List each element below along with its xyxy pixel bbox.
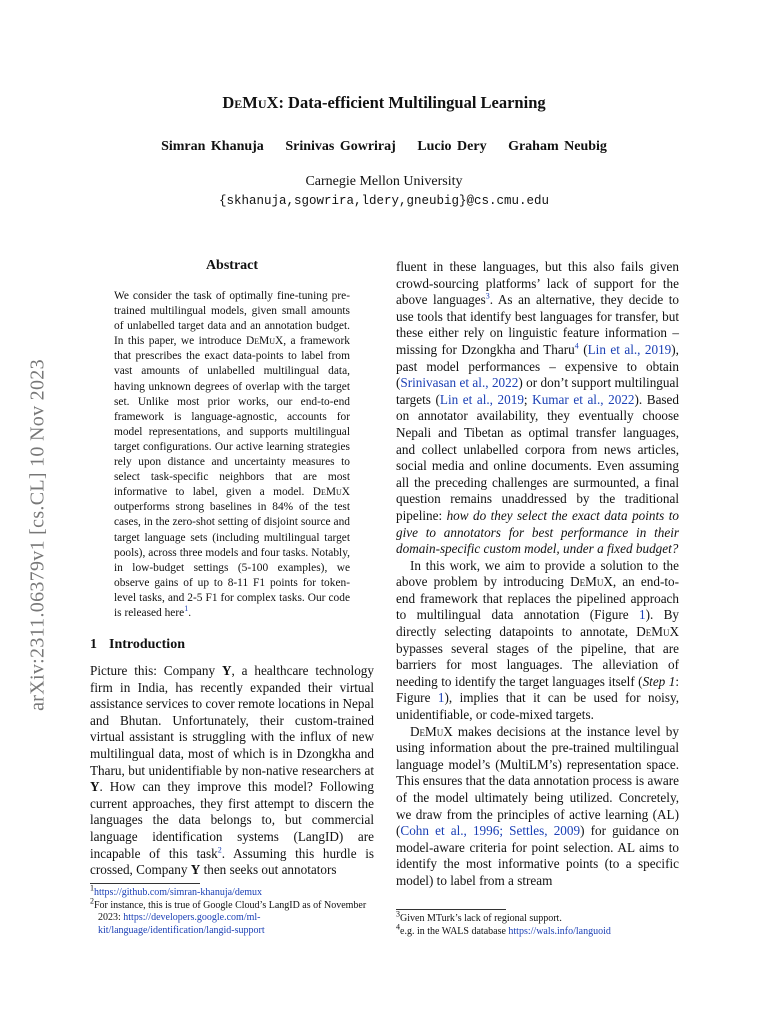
text: ), past model performances – expensive to obtain ( (396, 341, 679, 391)
intro-paragraph-2 (396, 558, 679, 724)
text: ( (578, 341, 588, 357)
text: . As an alternative, they decide to use tools that identify best languages for transfer, but these either rely on linguistic feature information – missing for Dzongkha and Tharu (396, 292, 679, 357)
footnote-2 (90, 896, 374, 938)
footnote-number: 2 (90, 896, 94, 906)
footnote-3 (396, 909, 679, 926)
citation-link[interactable]: Kumar et al., 2022 (532, 391, 635, 407)
text: ) or don’t support multilingual targets ( (396, 375, 679, 407)
text: . How can they improve this model? Following current approaches, they first attempt to discern the languages the data belongs to, but commercial language identification systems (LangID) are incapable of this task (90, 779, 374, 861)
author-1: Simran Khanuja (161, 139, 264, 154)
text: then seeks out annotators (200, 862, 337, 878)
footnote-text: Given MTurk’s lack of regional support. (400, 913, 562, 924)
arxiv-sidebar-stamp (24, 310, 52, 760)
step-label: Step 1 (642, 673, 676, 689)
intro-paragraph-1-cont (396, 259, 679, 558)
left-column-body (90, 663, 374, 879)
footnote-4 (396, 922, 679, 939)
text: ). By directly selecting datapoints to annotate, (396, 607, 679, 640)
demux-name: DeMuX (636, 624, 679, 640)
section-number: 1 (90, 637, 97, 652)
company-y: Y (190, 862, 201, 878)
section-title: Introduction (109, 637, 185, 652)
footnotes-right (396, 909, 679, 938)
text: ) for guidance on model-aware criteria for point selection. AL aims to identify the most informative points (to a specific model) to label from a stream (396, 823, 679, 888)
abstract-text-3: outperforms strong baselines in 84% of the test cases, in the zero-shot setting of disjoint source and target language sets (including multilingual target pools), across three models and four tasks. Notably, in low-budget settings (5-100 examples), we observe gains of up to 8-11 F1 points for token-level tasks, and 2-5 F1 for complex tasks. Our code is released here (114, 501, 350, 619)
text: ). Based on annotator availability, they eventually choose Nepali and Tibetan as optimal transfer languages, and collect unlabelled corpora from news articles, social media and online documents. Even assuming all the preceding challenges are surmounted, a final question remains unaddressed by the traditional pipeline: (396, 391, 680, 523)
arxiv-identifier: arXiv:2311.06379v1 [cs.CL] 10 Nov 2023 (26, 359, 49, 711)
footnote-ref-4[interactable]: 4 (574, 341, 579, 351)
text: makes decisions at the instance level by using information about the pre-trained multilingual language model’s (MultiLM’s) representation space. This ensures that the data annotation process is aware of the model ultimately being utilized. Concretely, we draw from the principles of active learning (AL) ( (396, 723, 679, 839)
abstract-text-1: We consider the task of optimally fine-tuning pre-trained multilingual models, given small amounts of unlabelled target data and an annotation budget. In this paper, we introduce (114, 290, 350, 348)
figure-ref[interactable]: 1 (638, 607, 646, 623)
citation-link[interactable]: Srinivasan et al., 2022 (400, 375, 519, 391)
company-y: Y (221, 663, 232, 678)
author-list (0, 139, 768, 155)
intro-paragraph-3: DeMuX makes decisions at the instance level by using information about the pre-trained multilingual language model’s (MultiLM’s) representation space. This ensures that the data annotation process is aware of the model ultimately being utilized. Concretely, we draw from the principles of active learning (AL) (Cohn et al., 1996; Settles, 2009) for guidance on model-aware criteria for point selection. AL aims to identify the most informative points (to a specific model) to label from a stream (396, 723, 679, 888)
citation-link[interactable]: Lin et al., 2019 (439, 391, 524, 407)
right-column-body (396, 259, 679, 890)
demux-name: DeMuX (410, 723, 453, 739)
text: bypasses several stages of the pipeline, that are barriers for most languages. The alleviation of needing to identify the target languages itself ( (396, 640, 679, 689)
text: ; (523, 391, 533, 407)
footnote-text: For instance, this is true of Google Cloud’s LangID as of November 2023: (94, 899, 367, 923)
author-3: Lucio Dery (417, 139, 487, 154)
citation-link[interactable]: Cohn et al., 1996 (400, 823, 500, 839)
footnote-ref-3[interactable]: 3 (485, 291, 490, 301)
text: Picture this: Company (90, 663, 222, 678)
citation-link[interactable]: Settles, 2009 (509, 823, 581, 839)
footnote-url[interactable]: https://wals.info/languoid (508, 925, 611, 937)
footnote-1 (90, 883, 374, 900)
abstract-text-2: , a framework that prescribes the exact data-points to label from vast amounts of unlabelled multilingual data, having unknown degrees of overlap with the target set. Unlike most prior works, our end-to-end framework is language-agnostic, accounts for model representations, and supports multilingual target configurations. Our active learning strategies rely upon distance and uncertainty measures to select task-specific neighbors that are most informative to label, given a model. (114, 335, 350, 499)
abstract-end: . (188, 606, 192, 619)
author-4: Graham Neubig (508, 139, 607, 154)
abstract-demux-1: DeMuX (246, 335, 284, 348)
text: . Assuming this hurdle is crossed, Company (90, 845, 374, 878)
footnote-number: 3 (396, 909, 400, 919)
section-heading-introduction (90, 637, 185, 653)
text: : Figure (396, 673, 679, 706)
abstract-body (114, 289, 350, 621)
paper-title (0, 93, 768, 113)
footnote-rule-left (90, 883, 200, 884)
footnote-text: e.g. in the WALS database (400, 925, 509, 937)
intro-paragraph-1 (90, 663, 374, 879)
author-emails: {skhanuja,sgowrira,ldery,gneubig}@cs.cmu.edu (218, 194, 550, 208)
footnote-ref-1[interactable]: 1 (184, 604, 189, 614)
text: In this work, we aim to provide a solution to the above problem by introducing (396, 557, 679, 590)
footnote-url[interactable]: https://developers.google.com/ml-kit/language/identification/langid-support (98, 912, 265, 936)
text: , a healthcare technology firm in India, has recently expanded their virtual assistance services to cover remote locations in Nepal and Bhutan. Unfortunately, their custom-trained virtual assistant is struggling with the influx of new multilingual data, most of which is in Dzongkha and Tharu, but unidentifiable by non-native researchers at (90, 663, 374, 778)
abstract-demux-2: DeMuX (312, 486, 350, 499)
footnote-number: 1 (90, 883, 94, 893)
footnote-rule-right (396, 909, 506, 910)
company-y: Y (90, 779, 100, 795)
footnote-ref-2[interactable]: 2 (217, 845, 222, 855)
author-2: Srinivas Gowriraj (285, 139, 396, 154)
figure-ref[interactable]: 1 (437, 690, 445, 706)
demux-name: DeMuX (570, 574, 613, 590)
text: fluent in these languages, but this also fails given crowd-sourcing platforms’ lack of support for the above languages (396, 259, 679, 308)
footnotes-left (90, 883, 374, 937)
title-demux: DeMuX (222, 93, 279, 112)
research-question: how do they select the exact data points to give to annotators for best performance in their domain-specific custom model, under a fixed budget? (396, 507, 679, 557)
abstract-heading: Abstract (205, 258, 259, 273)
citation-link[interactable]: Lin et al., 2019 (587, 341, 672, 357)
text: , an end-to-end framework that replaces the pipelined approach to multilingual data annotation (Figure (396, 574, 680, 623)
footnote-url[interactable]: https://github.com/simran-khanuja/demux (94, 887, 263, 898)
title-rest: : Data-efficient Multilingual Learning (278, 93, 546, 112)
text: ), implies that it can be used for noisy, unidentifiable, or code-mixed targets. (396, 690, 680, 723)
footnote-number: 4 (396, 922, 400, 932)
affiliation: Carnegie Mellon University (305, 174, 463, 189)
